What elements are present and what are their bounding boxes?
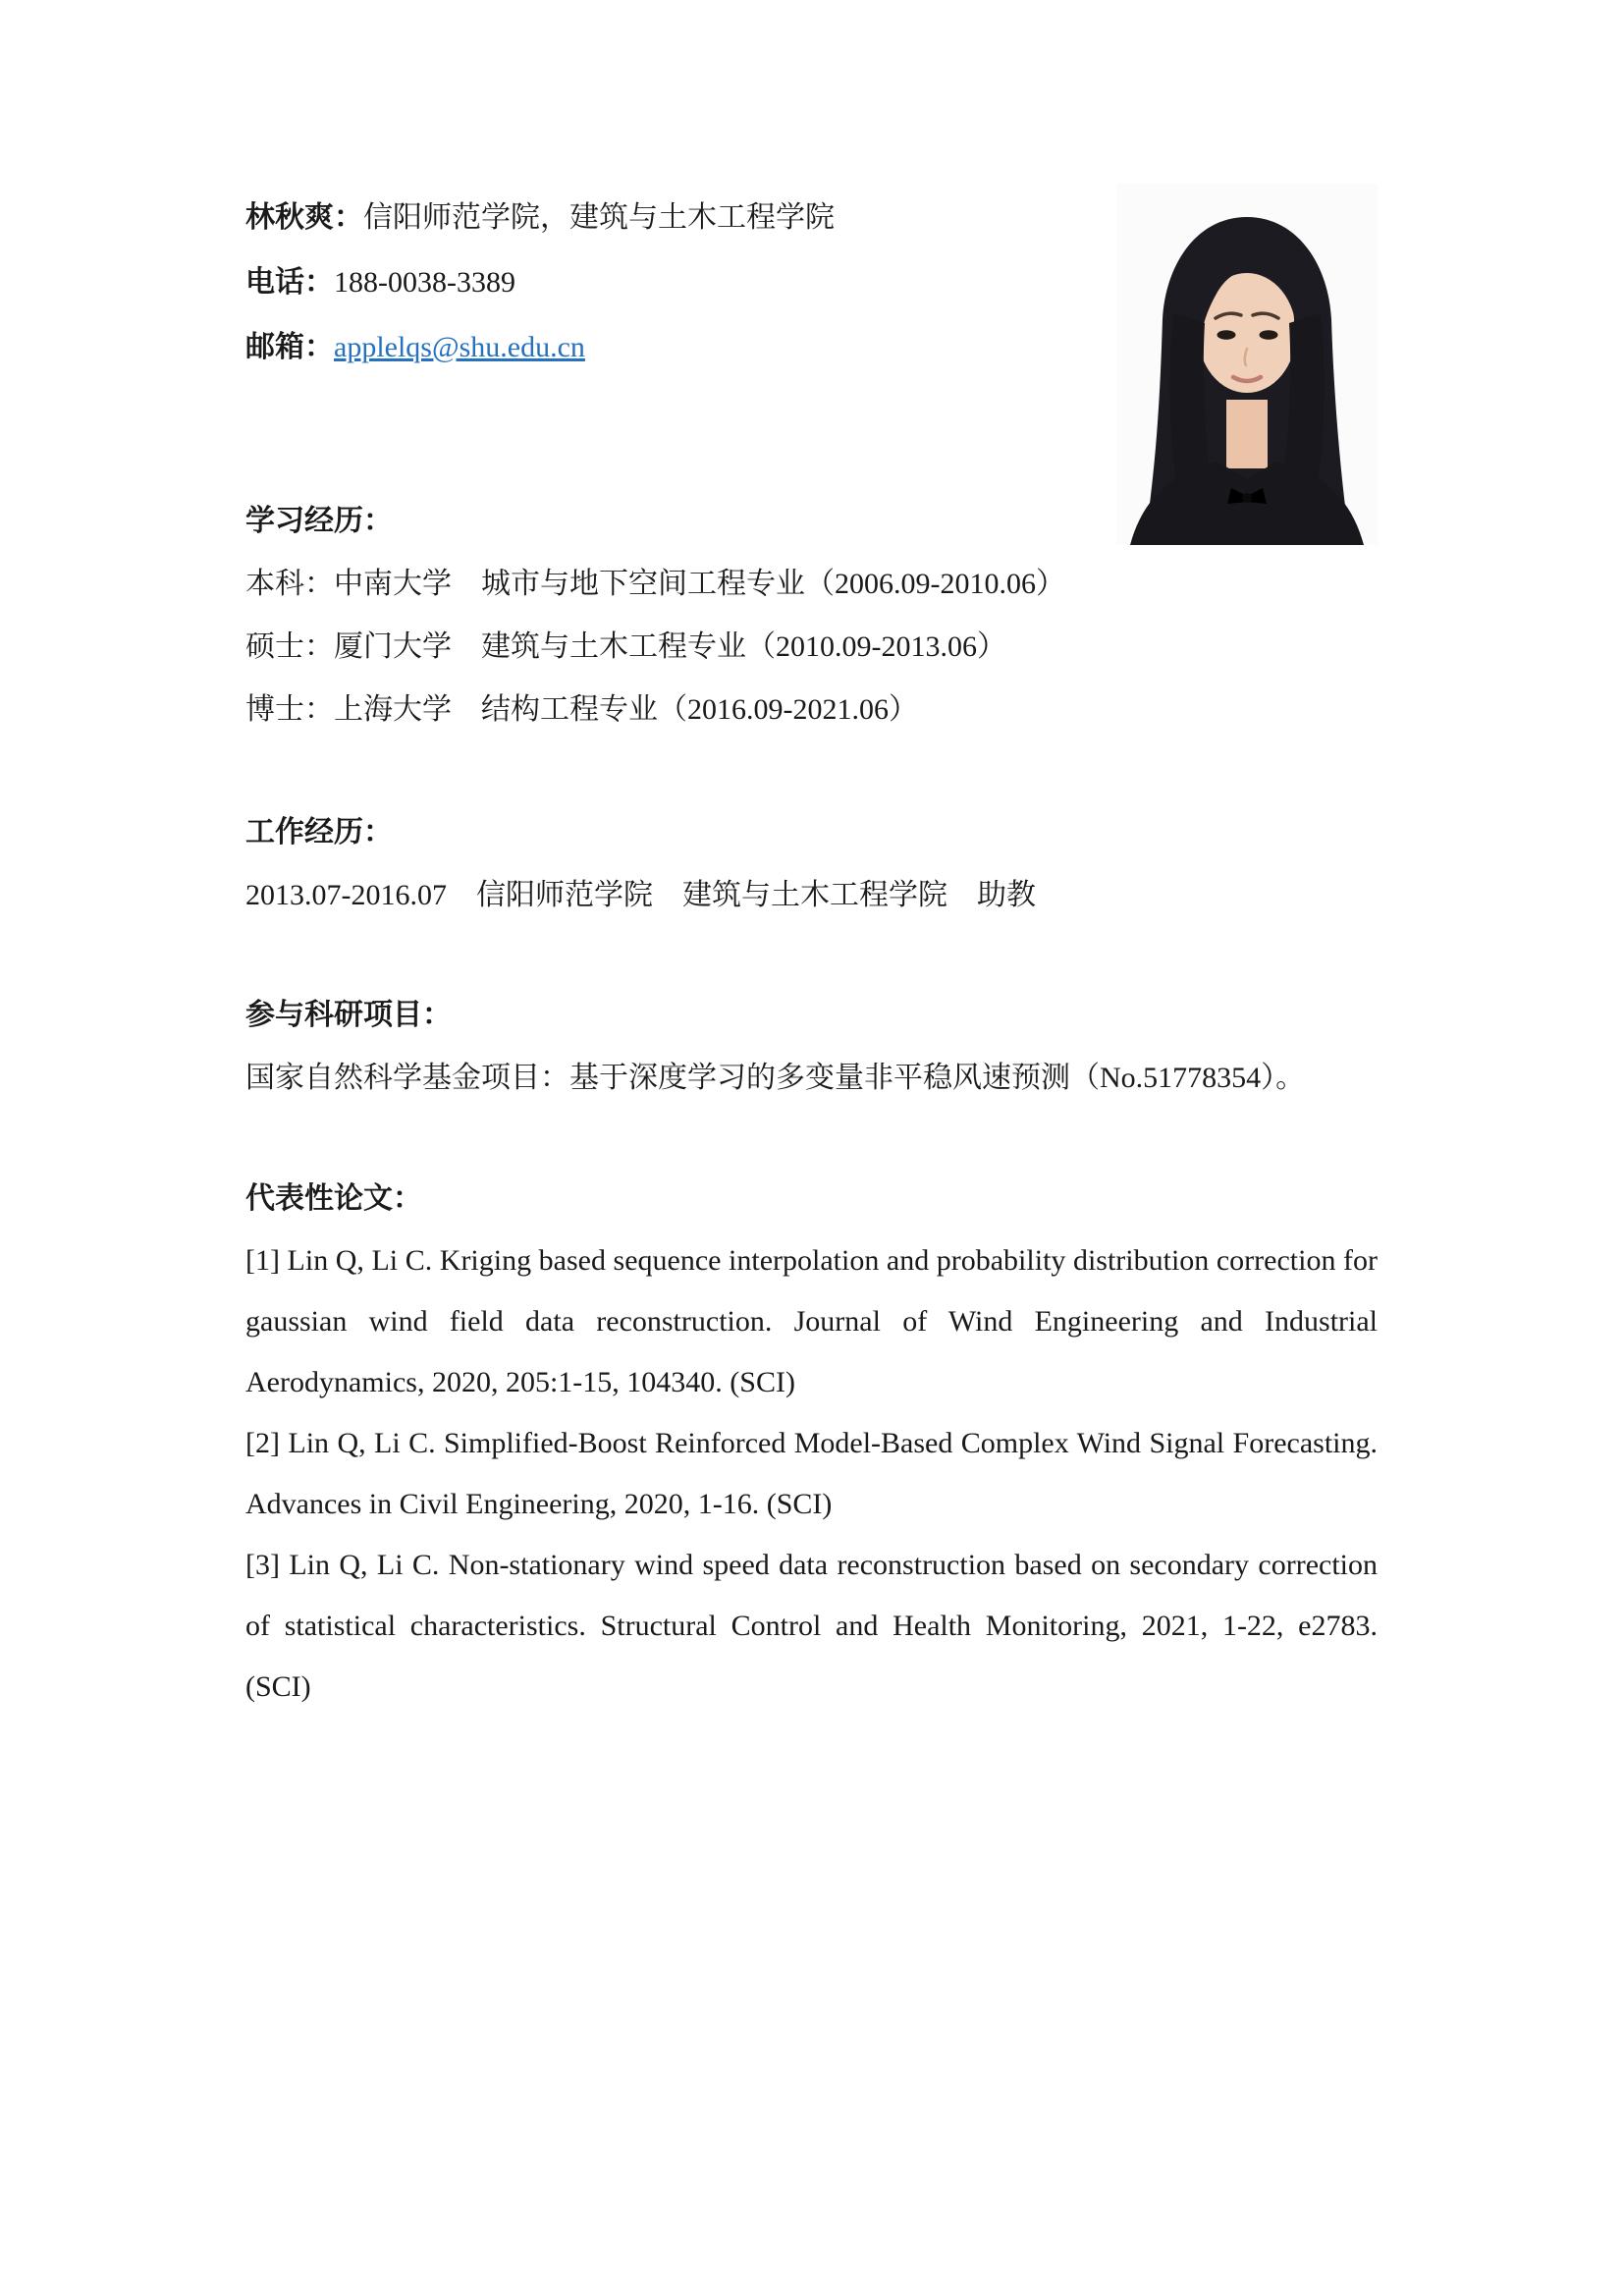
work-item: 2013.07-2016.07 信阳师范学院 建筑与土木工程学院 助教 (245, 879, 1036, 911)
education-item-bachelor: 本科：中南大学 城市与地下空间工程专业（2006.09-2010.06） (245, 568, 1065, 600)
section-projects (245, 984, 1378, 1110)
publication-item-3: [3] Lin Q, Li C. Non-stationary wind speed data reconstruction based on secondary correction of statistical characteristics. Structural Control and Health Monitoring, 2021, 1-22, e2783. (SCI) (245, 1549, 1378, 1703)
email-link[interactable]: applelqs@shu.edu.cn (334, 331, 585, 363)
work-heading: 工作经历： (245, 816, 393, 848)
phone-label: 电话： (245, 266, 334, 299)
phone-value: 188-0038-3389 (334, 266, 515, 299)
projects-heading: 参与科研项目： (245, 999, 452, 1031)
education-item-master: 硕士：厦门大学 建筑与土木工程专业（2010.09-2013.06） (245, 630, 1006, 663)
project-item: 国家自然科学基金项目：基于深度学习的多变量非平稳风速预测（No.51778354）。 (245, 1062, 1306, 1094)
name-label: 林秋爽： (245, 201, 363, 234)
publication-item-1: [1] Lin Q, Li C. Kriging based sequence interpolation and probability distribution correction for gaussian wind field data reconstruction. Journal of Wind Engineering and Industrial Aerodynamics, 2020, 205:1-15, 104340. (SCI) (245, 1244, 1378, 1398)
education-heading: 学习经历： (245, 505, 393, 537)
portrait-illustration (1116, 184, 1378, 545)
publication-item-2: [2] Lin Q, Li C. Simplified-Boost Reinforced Model-Based Complex Wind Signal Forecasting. Advances in Civil Engineering, 2020, 1-16. (SCI) (245, 1427, 1378, 1520)
section-publications (245, 1168, 1378, 1718)
section-work (245, 801, 1378, 927)
profile-photo (1116, 184, 1378, 545)
email-label: 邮箱： (245, 331, 334, 363)
publications-heading: 代表性论文： (245, 1182, 422, 1215)
education-item-phd: 博士：上海大学 结构工程专业（2016.09-2021.06） (245, 693, 918, 726)
affiliation-text: 信阳师范学院，建筑与土木工程学院 (363, 201, 835, 234)
